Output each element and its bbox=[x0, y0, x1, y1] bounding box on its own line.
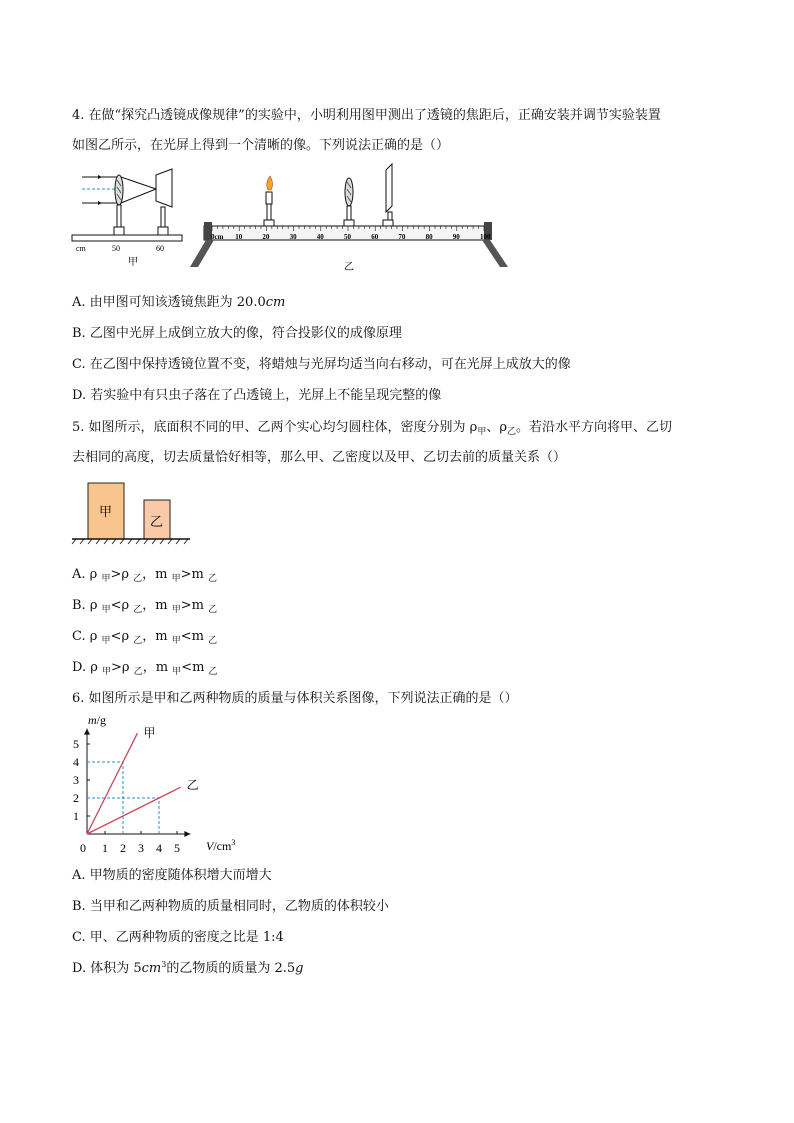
jia-tick-cm: cm bbox=[76, 244, 86, 253]
q5-option-c: C. ρ $_甲$<ρ $_乙$，m $_甲$<m $_乙$ bbox=[72, 629, 218, 646]
q4-figure-jia bbox=[72, 165, 182, 268]
cylinder-jia-label: 甲 bbox=[99, 504, 113, 519]
q4-option-b: B. 乙图中光屏上成倒立放大的像，符合投影仪的成像原理 bbox=[72, 326, 402, 341]
yi-caption: 乙 bbox=[344, 262, 354, 273]
chart-y-tick-label: 1 bbox=[73, 809, 79, 823]
chart-x-tick-label: 1 bbox=[102, 841, 108, 855]
chart-y-arrow bbox=[84, 729, 90, 735]
yi-tick-label: 70 bbox=[398, 233, 406, 241]
yi-tick-label: 30 bbox=[289, 233, 297, 241]
q5-stem-line1: 5. 如图所示，底面积不同的甲、乙两个实心均匀圆柱体，密度分别为 $\rho_甲$、$\rho_乙$。若沿水平方向将甲、乙切 bbox=[72, 420, 673, 437]
q6-option-d: D. 体积为 $5cm^3$的乙物质的质量为 2.5g bbox=[72, 960, 304, 976]
chart-x-tick-label: 3 bbox=[138, 841, 144, 855]
chart-series-label-jia: 甲 bbox=[143, 726, 156, 741]
chart-xlabel: $V/cm^3$ bbox=[206, 838, 236, 853]
yi-tick-label: 100 bbox=[480, 233, 491, 241]
q4-option-c: C. 在乙图中保持透镜位置不变，将蜡烛与光屏均适当向右移动，可在光屏上成放大的像 bbox=[72, 357, 571, 372]
q4-stem-line2: 如图乙所示，在光屏上得到一个清晰的像。下列说法正确的是（） bbox=[72, 138, 450, 153]
cylinder-yi-label: 乙 bbox=[150, 514, 164, 529]
chart-series-line-jia bbox=[87, 733, 137, 834]
chart-x-tick-label: 5 bbox=[174, 841, 180, 855]
yi-tick-label: 20 bbox=[262, 233, 270, 241]
chart-series-label-yi: 乙 bbox=[186, 778, 199, 793]
yi-tick-label: 90 bbox=[452, 233, 460, 241]
chart-y-tick-label: 3 bbox=[73, 773, 79, 787]
yi-tick-label: 80 bbox=[425, 233, 433, 241]
chart-origin-label: 0 bbox=[80, 841, 86, 855]
yi-tick-label: 60 bbox=[371, 233, 379, 241]
yi-tick-label: 40 bbox=[316, 233, 324, 241]
q5-stem-line2: 去相同的高度，切去质量恰好相等，那么甲、乙密度以及甲、乙切去前的质量关系（） bbox=[72, 450, 567, 465]
yi-tick-label: 50 bbox=[344, 233, 351, 241]
q5-option-d: D. ρ $_甲$>ρ $_乙$，m $_甲$<m $_乙$ bbox=[72, 660, 218, 677]
yi-tick-label: 0cm bbox=[211, 233, 224, 241]
chart-x-tick-label: 2 bbox=[120, 841, 126, 855]
q6-option-b: B. 当甲和乙两种物质的质量相同时，乙物质的体积较小 bbox=[72, 899, 389, 914]
chart-y-tick-label: 5 bbox=[73, 737, 79, 751]
q4-option-d: D. 若实验中有只虫子落在了凸透镜上，光屏上不能呈现完整的像 bbox=[72, 388, 442, 403]
q4-stem-line1: 4. 在做“探究凸透镜成像规律”的实验中，小明利用图甲测出了透镜的焦距后，正确安装并调节实验装置 bbox=[72, 108, 661, 123]
q5-option-a: A. ρ $_甲$>ρ $_乙$，m $_甲$>m $_乙$ bbox=[72, 567, 217, 584]
jia-tick-60: 60 bbox=[156, 244, 164, 253]
chart-x-tick-label: 4 bbox=[156, 841, 162, 855]
q6-mass-volume-chart bbox=[70, 710, 240, 855]
q5-option-b: B. ρ $_甲$<ρ $_乙$，m $_甲$>m $_乙$ bbox=[72, 598, 218, 615]
q6-option-c: C. 甲、乙两种物质的密度之比是 1:4 bbox=[72, 930, 284, 945]
chart-y-tick-label: 4 bbox=[73, 755, 79, 769]
q6-stem: 6. 如图所示是甲和乙两种物质的质量与体积关系图像，下列说法正确的是（） bbox=[72, 691, 518, 706]
q4-option-a: A. 由甲图可知该透镜焦距为 20.0cm bbox=[72, 295, 286, 310]
chart-series-line-yi bbox=[87, 787, 181, 834]
chart-x-arrow bbox=[184, 831, 190, 837]
q6-option-a: A. 甲物质的密度随体积增大而增大 bbox=[72, 868, 272, 883]
q4-figure-yi bbox=[186, 162, 506, 274]
yi-tick-label: 10 bbox=[235, 233, 243, 241]
chart-y-tick-label: 2 bbox=[73, 791, 79, 805]
q5-figure-cylinders bbox=[72, 480, 196, 546]
chart-ylabel: m/g bbox=[88, 713, 107, 727]
jia-caption: 甲 bbox=[128, 257, 138, 268]
jia-tick-50: 50 bbox=[112, 244, 120, 253]
